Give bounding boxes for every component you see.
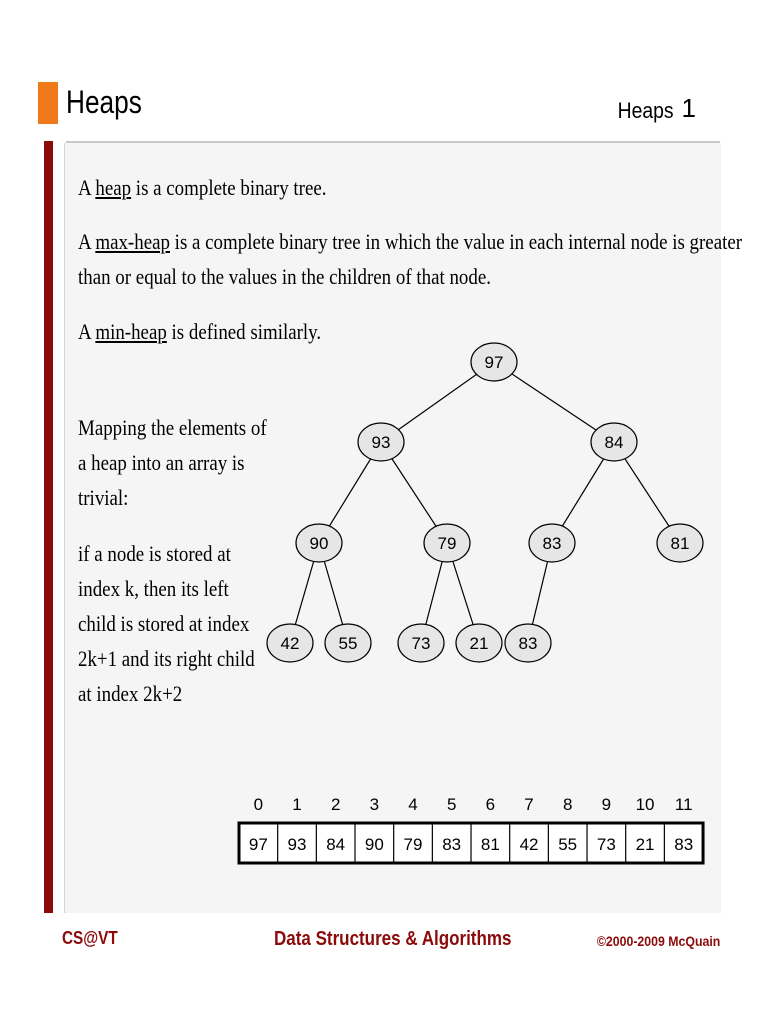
array-index: 2 <box>330 795 341 814</box>
array-index: 10 <box>635 795 655 814</box>
array-cell: 83 <box>674 835 694 854</box>
tree-node-label: 81 <box>670 534 690 553</box>
array-index: 1 <box>292 795 302 814</box>
max-heap-term: max-heap <box>95 229 170 254</box>
array-index: 9 <box>601 795 612 814</box>
index-line-1: if a node is stored at <box>78 541 231 566</box>
max-heap-definition-cont: than or equal to the values in the children of that node. <box>78 264 491 289</box>
array-index: 11 <box>674 795 693 814</box>
array-cell: 55 <box>558 835 578 854</box>
tree-node <box>456 624 502 662</box>
array-cell: 42 <box>519 835 539 854</box>
tree-node-label: 97 <box>484 353 504 372</box>
array-index: 4 <box>408 795 418 814</box>
array-cell: 83 <box>442 835 462 854</box>
heap-definition: A heap is a complete binary tree. <box>78 175 327 200</box>
tree-node-label: 93 <box>371 433 391 452</box>
tree-node <box>591 423 637 461</box>
section-label: Heaps <box>618 98 674 123</box>
heap-term: heap <box>95 175 132 200</box>
max-heap-definition: A max-heap is a complete binary tree in which the value in each internal node is greater <box>78 229 743 254</box>
tree-node-label: 84 <box>604 433 624 452</box>
min-heap-term: min-heap <box>95 319 167 344</box>
array-cell: 90 <box>364 835 384 854</box>
array-cell: 97 <box>248 835 268 854</box>
tree-node <box>358 423 404 461</box>
tree-node <box>267 624 313 662</box>
tree-node-label: 83 <box>542 534 562 553</box>
tree-node-label: 90 <box>309 534 329 553</box>
tree-node <box>529 524 575 562</box>
array-index: 7 <box>524 795 534 814</box>
tree-node <box>325 624 371 662</box>
tree-node <box>296 524 342 562</box>
tree-node-label: 21 <box>469 634 489 653</box>
footer-center: Data Structures & Algorithms <box>274 928 512 950</box>
footer-left: CS@VT <box>62 928 118 948</box>
index-line-3: child is stored at index <box>78 611 250 636</box>
mapping-line-3: trivial: <box>78 485 129 510</box>
array-cell: 79 <box>403 835 423 854</box>
array-index: 8 <box>562 795 573 814</box>
index-line-2: index k, then its left <box>78 576 229 601</box>
array-cell: 84 <box>326 835 346 854</box>
array-index: 0 <box>253 795 264 814</box>
tree-node <box>424 524 470 562</box>
array-index: 3 <box>369 795 380 814</box>
min-heap-definition: A min-heap is defined similarly. <box>78 319 322 344</box>
array-cell: 93 <box>287 835 307 854</box>
tree-node <box>657 524 703 562</box>
tree-node-label: 55 <box>338 634 358 653</box>
index-line-5: at index 2k+2 <box>78 681 183 706</box>
array-cell: 81 <box>480 835 500 854</box>
array-index: 5 <box>446 795 457 814</box>
tree-node-label: 79 <box>437 534 457 553</box>
mapping-line-2: a heap into an array is <box>78 450 245 475</box>
tree-node <box>471 343 517 381</box>
slide-title: Heaps <box>66 84 142 120</box>
array-index: 6 <box>485 795 496 814</box>
tree-node <box>398 624 444 662</box>
page-number: 1 <box>681 93 696 123</box>
tree-node-label: 42 <box>280 634 300 653</box>
tree-node-label: 73 <box>411 634 431 653</box>
tree-node <box>505 624 551 662</box>
array-cell: 21 <box>635 835 655 854</box>
footer-right: ©2000-2009 McQuain <box>596 933 720 949</box>
tree-node-label: 83 <box>518 634 538 653</box>
array-cell: 73 <box>596 835 616 854</box>
index-line-4: 2k+1 and its right child <box>78 646 255 671</box>
mapping-line-1: Mapping the elements of <box>78 415 267 440</box>
